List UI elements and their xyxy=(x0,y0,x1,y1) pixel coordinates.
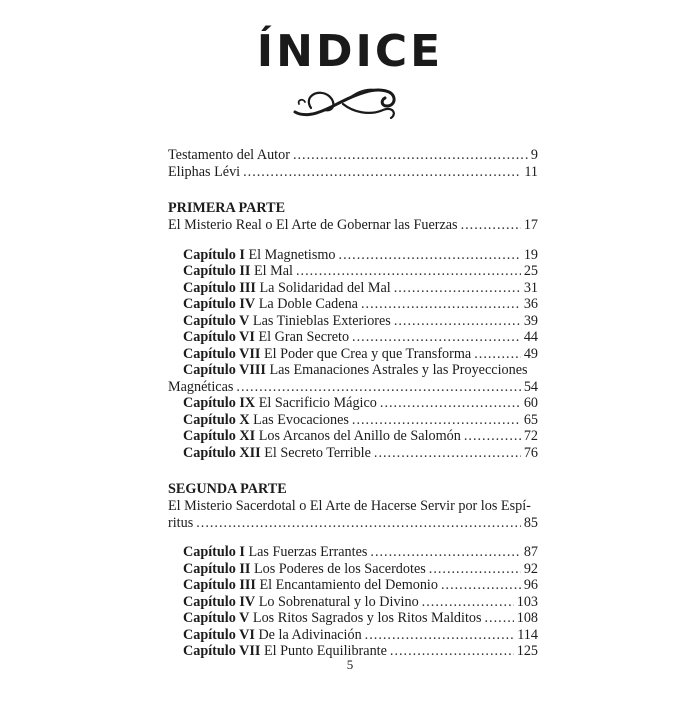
chapter-entry: Capítulo VI De la Adivinación ..... 114 xyxy=(168,627,538,644)
part-heading: SEGUNDA PARTE xyxy=(168,481,287,497)
page-title: ÍNDICE xyxy=(256,26,444,77)
part-subtitle: El Misterio Sacerdotal o El Arte de Hacerse Servir por los Espí- xyxy=(168,498,531,514)
page-number: 5 xyxy=(346,657,354,672)
chapter-entry: Capítulo XI Los Arcanos del Anillo de Salomón ..... 72 xyxy=(168,428,538,445)
chapter-entry: Capítulo X Las Evocaciones ..... 65 xyxy=(168,412,538,429)
toc-entry: Testamento del Autor ..... 9 xyxy=(168,147,538,164)
toc-entry: Eliphas Lévi ..... 11 xyxy=(168,164,538,181)
chapter-entry: Capítulo V Los Ritos Sagrados y los Ritos Malditos ..... 108 xyxy=(168,610,538,627)
chapter-entry: Capítulo IX El Sacrificio Mágico ..... 60 xyxy=(168,395,538,412)
chapter-entry: Capítulo VIII Las Emanaciones Astrales y las Proyecciones xyxy=(183,362,528,378)
chapter-entry: Capítulo VII El Punto Equilibrante ..... 125 xyxy=(168,643,538,660)
part-heading: PRIMERA PARTE xyxy=(168,200,286,216)
chapter-entry: Capítulo II El Mal ..... 25 xyxy=(168,263,538,280)
chapter-entry: Capítulo IV La Doble Cadena ..... 36 xyxy=(168,296,538,313)
chapter-entry: Capítulo I Las Fuerzas Errantes ..... 87 xyxy=(168,544,538,561)
flourish-ornament-icon xyxy=(289,78,401,124)
chapter-entry: Capítulo II Los Poderes de los Sacerdotes ..... 92 xyxy=(168,561,538,578)
chapter-entry: Capítulo III La Solidaridad del Mal ..... 31 xyxy=(168,280,538,297)
chapter-entry: Capítulo VII El Poder que Crea y que Transforma ..... 49 xyxy=(168,346,538,363)
chapter-entry: Capítulo XII El Secreto Terrible ..... 76 xyxy=(168,445,538,462)
chapter-entry: Capítulo I El Magnetismo ..... 19 xyxy=(168,247,538,264)
chapter-entry: Capítulo V Las Tinieblas Exteriores ..... 39 xyxy=(168,313,538,330)
chapter-entry: Capítulo III El Encantamiento del Demonio ..... 96 xyxy=(168,577,538,594)
part-subtitle-continued: ritus ..... 85 xyxy=(168,515,538,532)
part-subtitle: El Misterio Real o El Arte de Gobernar las Fuerzas ..... 17 xyxy=(168,217,538,234)
table-of-contents xyxy=(168,147,538,660)
chapter-entry: Capítulo IV Lo Sobrenatural y lo Divino ..... 103 xyxy=(168,594,538,611)
chapter-entry-continued: Magnéticas ..... 54 xyxy=(168,379,538,396)
chapter-entry: Capítulo VI El Gran Secreto ..... 44 xyxy=(168,329,538,346)
